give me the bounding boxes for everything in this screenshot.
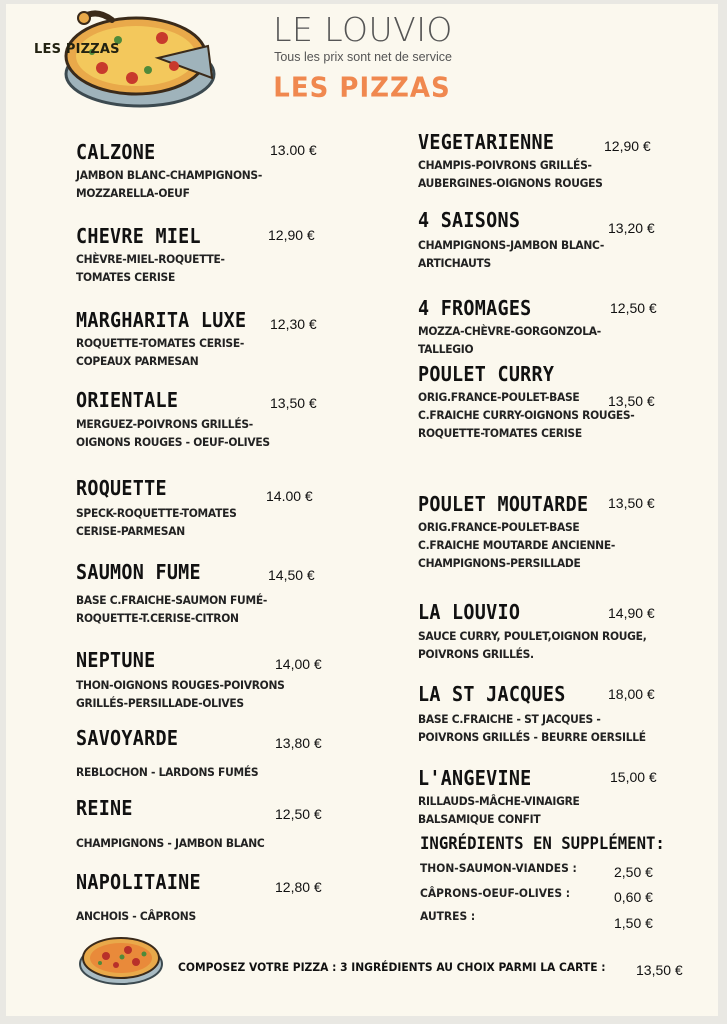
item-name: CALZONE <box>76 140 156 164</box>
section-title: LES PIZZAS <box>273 72 451 104</box>
item-description: RILLAUDS-MÂCHE-VINAIGRE BALSAMIQUE CONFIT <box>418 794 580 826</box>
item-price: 12,50 € <box>275 806 322 822</box>
item-description: REBLOCHON - LARDONS FUMÉS <box>76 765 259 779</box>
compose-price: 13,50 € <box>636 962 683 978</box>
item-description: BASE C.FRAICHE - ST JACQUES - POIVRONS GRILLÉS - BEURRE OERSILLÉ <box>418 712 646 744</box>
item-name: POULET MOUTARDE <box>418 492 589 516</box>
item-price: 12,90 € <box>268 227 315 243</box>
item-description: ROQUETTE-TOMATES CERISE- COPEAUX PARMESAN <box>76 336 245 368</box>
item-name: SAUMON FUME <box>76 560 201 584</box>
item-price: 13,50 € <box>270 395 317 411</box>
supplement-label: THON-SAUMON-VIANDES : <box>420 861 577 875</box>
item-name: MARGHARITA LUXE <box>76 308 247 332</box>
supplement-price: 2,50 € <box>614 864 653 880</box>
service-notice: Tous les prix sont net de service <box>274 50 452 64</box>
menu-page <box>6 4 718 1016</box>
item-name: NAPOLITAINE <box>76 870 201 894</box>
item-price: 18,00 € <box>608 686 655 702</box>
item-name: 4 FROMAGES <box>418 296 532 320</box>
item-description: ANCHOIS - CÂPRONS <box>76 909 196 923</box>
item-name: LA ST JACQUES <box>418 682 566 706</box>
item-name: VEGETARIENNE <box>418 130 555 154</box>
pizza-logo-icon <box>62 8 218 112</box>
item-name: POULET CURRY <box>418 362 555 386</box>
restaurant-name: LE LOUVIO <box>273 10 453 49</box>
item-description: THON-OIGNONS ROUGES-POIVRONS GRILLÉS-PERSILLADE-OLIVES <box>76 678 285 710</box>
item-description: SAUCE CURRY, POULET,OIGNON ROUGE, POIVRONS GRILLÉS. <box>418 629 647 661</box>
item-name: L'ANGEVINE <box>418 766 532 790</box>
item-name: 4 SAISONS <box>418 208 521 232</box>
item-name: CHEVRE MIEL <box>76 224 201 248</box>
item-description: BASE C.FRAICHE-SAUMON FUMÉ- ROQUETTE-T.CERISE-CITRON <box>76 593 268 625</box>
supplement-row <box>420 861 670 881</box>
item-price: 12,80 € <box>275 879 322 895</box>
supplement-row <box>420 909 670 929</box>
item-description: ORIG.FRANCE-POULET-BASE C.FRAICHE CURRY-OIGNONS ROUGES- ROQUETTE-TOMATES CERISE <box>418 390 635 440</box>
item-name: ORIENTALE <box>76 388 179 412</box>
supplement-price: 1,50 € <box>614 915 653 931</box>
item-price: 12,90 € <box>604 138 651 154</box>
item-description: CHAMPIGNONS - JAMBON BLANC <box>76 836 265 850</box>
compose-text: COMPOSEZ VOTRE PIZZA : 3 INGRÉDIENTS AU CHOIX PARMI LA CARTE : <box>178 960 606 974</box>
item-price: 13,20 € <box>608 220 655 236</box>
pizza-icon <box>78 930 164 988</box>
item-price: 13,50 € <box>608 495 655 511</box>
item-price: 13,80 € <box>275 735 322 751</box>
supplement-label: CÂPRONS-OEUF-OLIVES : <box>420 886 571 900</box>
supplements-title: INGRÉDIENTS EN SUPPLÉMENT: <box>420 834 665 854</box>
item-description: JAMBON BLANC-CHAMPIGNONS- MOZZARELLA-OEUF <box>76 168 263 200</box>
item-description: CHAMPIS-POIVRONS GRILLÉS- AUBERGINES-OIGNONS ROUGES <box>418 158 603 190</box>
item-name: ROQUETTE <box>76 476 167 500</box>
item-description: ORIG.FRANCE-POULET-BASE C.FRAICHE MOUTARDE ANCIENNE- CHAMPIGNONS-PERSILLADE <box>418 520 616 570</box>
item-description: MOZZA-CHÈVRE-GORGONZOLA- TALLEGIO <box>418 324 601 356</box>
item-price: 12,30 € <box>270 316 317 332</box>
item-price: 12,50 € <box>610 300 657 316</box>
supplement-label: AUTRES : <box>420 909 476 923</box>
item-price: 14,50 € <box>268 567 315 583</box>
item-name: REINE <box>76 796 133 820</box>
item-price: 14.00 € <box>266 488 313 504</box>
item-name: LA LOUVIO <box>418 600 521 624</box>
item-name: SAVOYARDE <box>76 726 179 750</box>
supplement-price: 0,60 € <box>614 889 653 905</box>
item-description: MERGUEZ-POIVRONS GRILLÉS- OIGNONS ROUGES - OEUF-OLIVES <box>76 417 270 449</box>
item-description: CHÈVRE-MIEL-ROQUETTE- TOMATES CERISE <box>76 252 225 284</box>
logo-label: LES PIZZAS <box>34 42 120 57</box>
item-name: NEPTUNE <box>76 648 156 672</box>
item-description: SPECK-ROQUETTE-TOMATES CERISE-PARMESAN <box>76 506 237 538</box>
item-price: 15,00 € <box>610 769 657 785</box>
item-price: 13.00 € <box>270 142 317 158</box>
item-price: 14,00 € <box>275 656 322 672</box>
item-description: CHAMPIGNONS-JAMBON BLANC- ARTICHAUTS <box>418 238 605 270</box>
item-price: 14,90 € <box>608 605 655 621</box>
supplement-row <box>420 886 670 906</box>
item-price: 13,50 € <box>608 393 655 409</box>
